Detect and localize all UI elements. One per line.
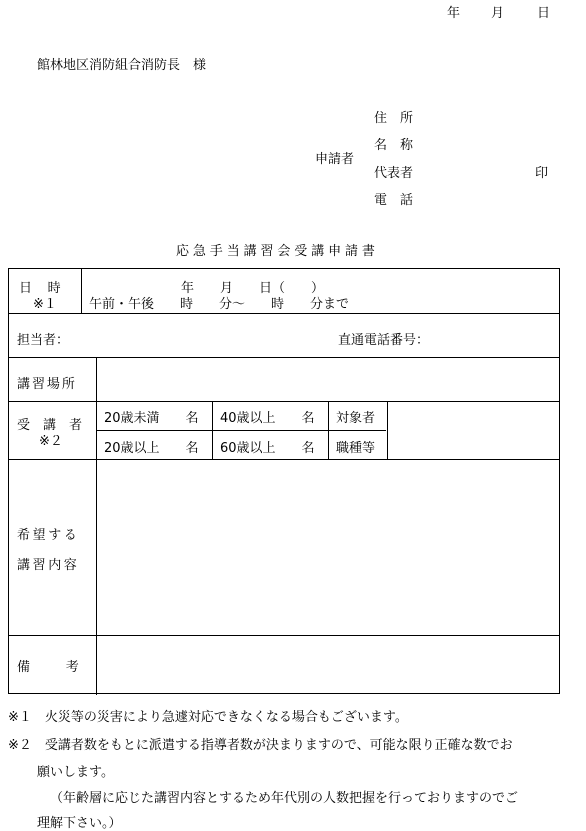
- note-2-line3: （年齢層に応じた講習内容とするため年代別の人数把握を行っておりますのでご: [50, 791, 519, 806]
- note-2-line4: 理解下さい。）: [37, 816, 122, 831]
- age-40-plus-count-field[interactable]: 40歳以上 名: [220, 411, 315, 426]
- date-time-note: ※１: [33, 297, 57, 312]
- applicant-phone-label: 電 話: [374, 193, 414, 208]
- target-label: 対象者: [336, 411, 376, 426]
- row-divider: [9, 635, 559, 636]
- applicant-label: 申請者: [315, 152, 355, 167]
- age-20-plus-count-field[interactable]: 20歳以上 名: [104, 441, 199, 456]
- note-1: ※１ 火災等の災害により急遽対応できなくなる場合もございます。: [8, 710, 408, 725]
- date-year-label: 年: [447, 6, 461, 21]
- date-ymd-field[interactable]: 年 月 日（ ）: [181, 281, 325, 296]
- time-range-field[interactable]: 午前・午後 時 分～ 時 分まで: [89, 297, 350, 312]
- date-day-label: 日: [537, 6, 551, 21]
- age-60-plus-count-field[interactable]: 60歳以上 名: [220, 441, 315, 456]
- application-form-table: [8, 268, 560, 694]
- applicant-representative-label: 代表者: [374, 166, 414, 181]
- date-time-label: 日 時: [19, 281, 62, 296]
- desired-content-label-line1: 希望する: [17, 528, 80, 543]
- applicant-name-label: 名 称: [374, 138, 414, 153]
- participants-note: ※２: [39, 434, 63, 449]
- desired-content-label-line2: 講習内容: [17, 558, 80, 573]
- participants-col-divider: [328, 401, 329, 459]
- occupation-label: 職種等: [336, 441, 376, 456]
- date-label-divider: [81, 269, 82, 313]
- seal-mark: 印: [535, 166, 549, 181]
- row-divider: [9, 401, 559, 402]
- date-month-label: 月: [491, 6, 505, 21]
- under-20-count-field[interactable]: 20歳未満 名: [104, 411, 199, 426]
- venue-label-divider: [96, 357, 97, 695]
- note-2-line1: ※２ 受講者数をもとに派遣する指導者数が決まりますので、可能な限り正確な数でお: [8, 738, 513, 753]
- target-occupation-input[interactable]: [390, 403, 558, 457]
- direct-phone-field[interactable]: 直通電話番号：: [338, 333, 430, 348]
- remarks-label: 備 考: [17, 660, 83, 675]
- document-title: 応急手当講習会受講申請書: [176, 244, 379, 259]
- contact-person-field[interactable]: 担当者：: [17, 333, 70, 348]
- participants-col-divider: [212, 401, 213, 459]
- note-2-line2: 願いします。: [37, 765, 114, 780]
- desired-content-input[interactable]: [99, 462, 559, 632]
- row-divider: [9, 459, 559, 460]
- row-divider: [9, 357, 559, 358]
- venue-input[interactable]: [99, 360, 559, 398]
- participants-col-divider: [387, 401, 388, 459]
- remarks-input[interactable]: [99, 638, 559, 692]
- participants-mid-divider: [96, 430, 386, 431]
- addressee: 館林地区消防組合消防長 様: [37, 58, 207, 73]
- applicant-address-label: 住 所: [374, 111, 414, 126]
- venue-label: 講習場所: [17, 377, 77, 392]
- participants-label: 受 講 者: [17, 418, 83, 433]
- row-divider: [9, 313, 559, 314]
